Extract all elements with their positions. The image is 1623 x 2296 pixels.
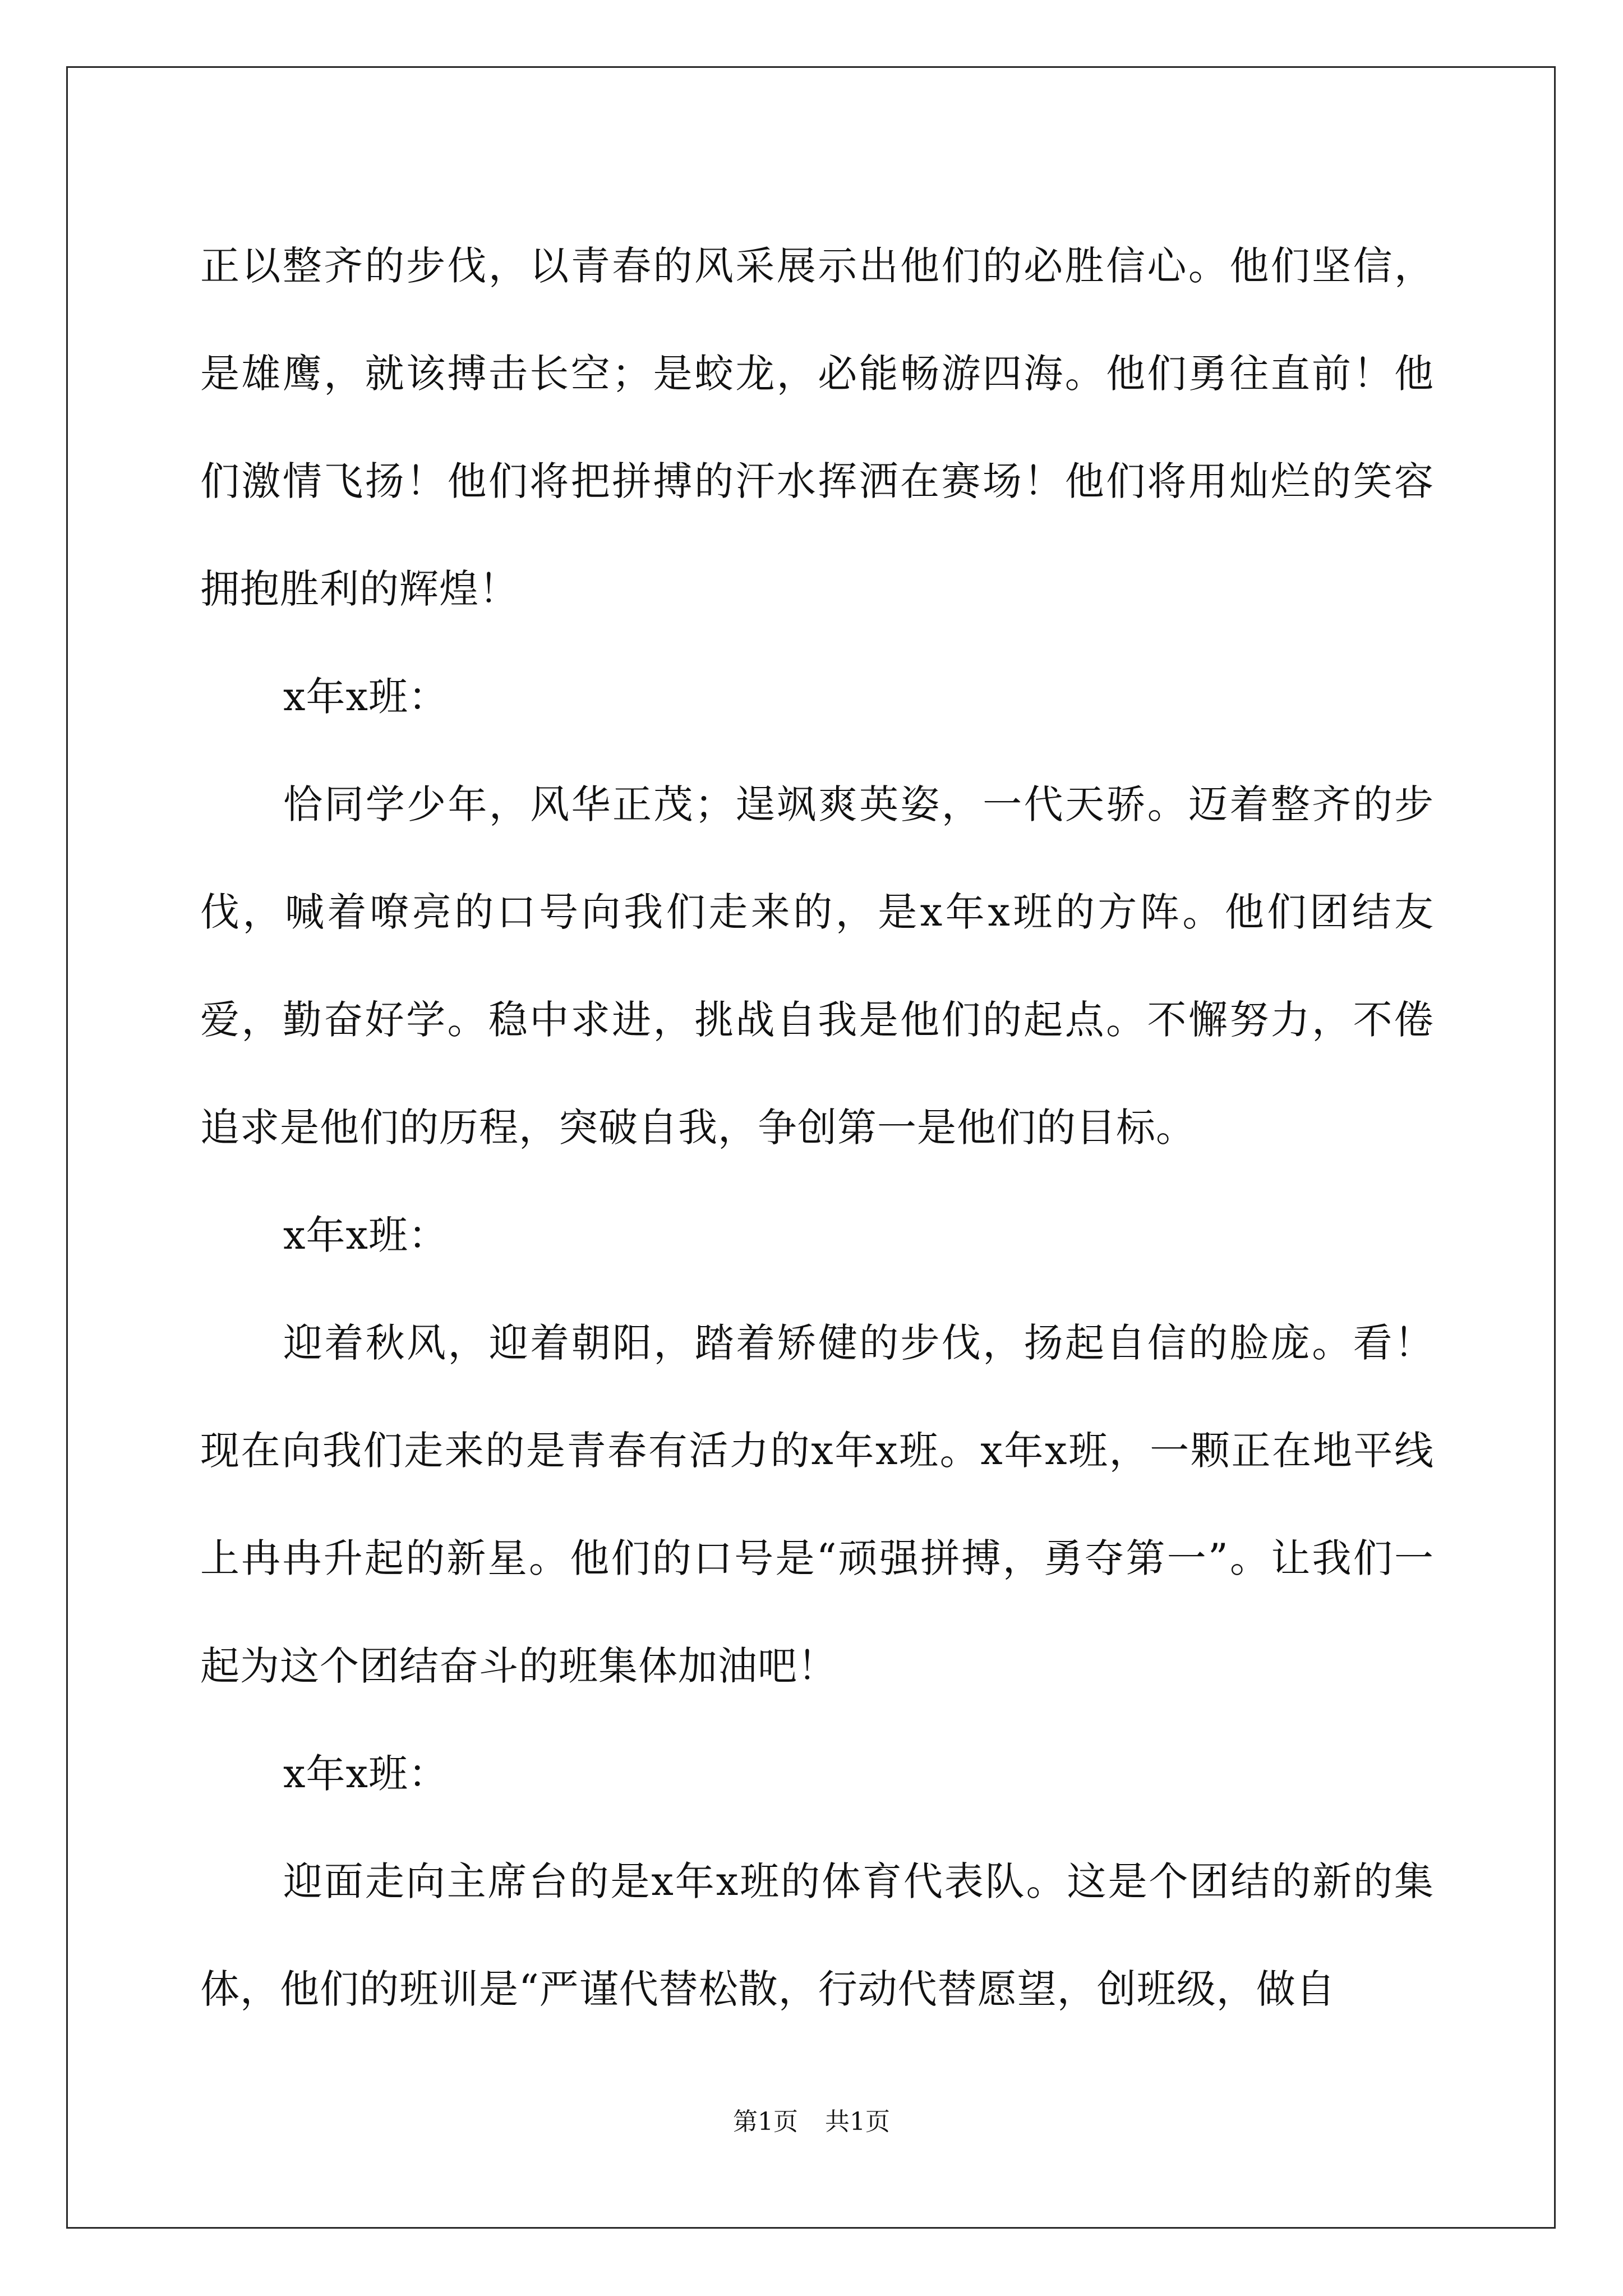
page-number: 第1页	[733, 2108, 798, 2136]
page-total: 共1页	[825, 2108, 890, 2136]
paragraph-intro: 正以整齐的步伐，以青春的风采展示出他们的必胜信心。他们坚信，是雄鹰，就该搏击长空；是蛟龙，必能畅游四海。他们勇往直前！他们激情飞扬！他们将把拼搏的汗水挥洒在赛场！他们将用灿烂的笑容拥抱胜利的辉煌！	[200, 243, 1434, 612]
document-body	[200, 212, 1434, 2043]
paragraph-class-description: 迎面走向主席台的是x年x班的体育代表队。这是个团结的新的集体，他们的班训是“严谨代替松散，行动代替愿望，创班级，做自	[200, 1858, 1434, 2012]
class-heading: x年x班：	[283, 674, 448, 720]
class-heading: x年x班：	[283, 1751, 448, 1797]
page-footer	[0, 2105, 1623, 2139]
paragraph-class-description: 迎着秋风，迎着朝阳，踏着矫健的步伐，扬起自信的脸庞。看！现在向我们走来的是青春有活力的x年x班。x年x班，一颗正在地平线上冉冉升起的新星。他们的口号是“顽强拼搏，勇夺第一”。让我们一起为这个团结奋斗的班集体加油吧！	[200, 1320, 1434, 1689]
class-heading: x年x班：	[283, 1212, 448, 1258]
paragraph-class-description: 恰同学少年，风华正茂；逞飒爽英姿，一代天骄。迈着整齐的步伐，喊着嘹亮的口号向我们走来的，是x年x班的方阵。他们团结友爱，勤奋好学。稳中求进，挑战自我是他们的起点。不懈努力，不倦追求是他们的历程，突破自我，争创第一是他们的目标。	[200, 781, 1434, 1151]
